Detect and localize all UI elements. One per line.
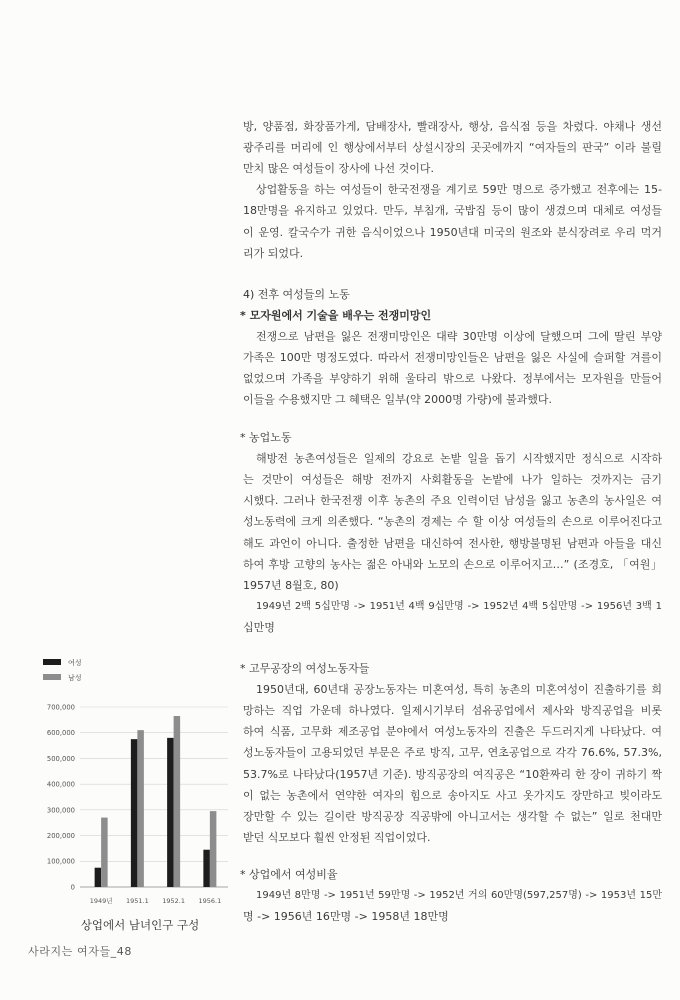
subsection-heading: * 고무공장의 여성노동자들 (240, 661, 370, 675)
text-line: 이 없는 농촌에서 연약한 여자의 힘으로 송아지도 사고 옷가지도 장만하고 빚이라도 (243, 788, 662, 802)
text-line: 망하는 직업 가운데 하나였다. 일제시기부터 섬유공업에서 제사와 방직공업을 비롯 (243, 703, 662, 717)
y-tick-label: 300,000 (46, 806, 75, 815)
text-line: 1957년 8월호, 80) (243, 578, 339, 592)
text-line: 전쟁으로 남편을 잃은 전쟁미망인은 대략 30만명 이상에 달했으며 그에 딸린 부양 (256, 329, 662, 343)
paragraph (243, 448, 662, 596)
legend-swatch-female (43, 659, 61, 665)
y-tick-label: 700,000 (46, 703, 75, 712)
paragraph (243, 679, 662, 849)
text-line: 하여 후방 고향의 농사는 젊은 아내와 노모의 손으로 이루어지고…” (조경호, 「여원」 (243, 557, 662, 571)
text-line: 광주리를 머리에 인 행상에서부터 상설시장의 곳곳에까지 “여자들의 판국” 이라 불릴 (243, 140, 662, 154)
y-tick-label: 100,000 (46, 857, 75, 866)
text-line: 장만할 수 있는 길이란 방직공장 직공밖에 아니고서는 생각할 수 없는” 일로 천대만 (243, 809, 662, 823)
bar-female (131, 739, 138, 887)
text-line: 만치 많은 여성들이 장사에 나선 것이다. (243, 161, 434, 175)
subsection-heading: * 상업에서 여성비율 (240, 867, 338, 881)
text-line: 명 -> 1956년 16만명 -> 1958년 18만명 (243, 909, 449, 923)
legend-label: 여성 (68, 659, 82, 667)
intro-text (243, 116, 662, 264)
paragraph-commerce (243, 179, 662, 264)
text-line: 성노동자들이 고용되었던 부문은 주로 방직, 고무, 연초공업으로 각각 76.6%, 57.3%, (243, 746, 662, 760)
text-line: 해도 과언이 아니다. 출정한 남편을 대신하여 전사한, 행방불명된 남편과 아들을 대신 (243, 536, 662, 550)
text-line: 18만명을 유지하고 있었다. 만두, 부침개, 국밥집 등이 많이 생겼으며 대체로 여성들 (243, 204, 662, 218)
text-line: 하여 식품, 고무화 제조공업 분야에서 여성노동자의 진출은 두드러지게 나타났다. 여 (243, 725, 662, 739)
bar-male (137, 730, 144, 887)
paragraph (243, 326, 662, 411)
subsection-war-widows (240, 305, 662, 411)
bar-female (167, 738, 174, 887)
text-line: 상업활동을 하는 여성들이 한국전쟁을 계기로 59만 명으로 증가했고 전후에는 15- (256, 183, 662, 197)
x-tick-label: 1952.1 (162, 897, 185, 905)
chart-svg (28, 650, 228, 940)
y-tick-label: 500,000 (46, 754, 75, 763)
x-tick-label: 1949년 (89, 897, 113, 905)
text-line: 방, 양품점, 화장품가게, 담배장사, 빨래장사, 행상, 음식점 등을 차렸다. 야채나 생선 (243, 119, 662, 133)
text-line: 1949년 2백 5십만명 -> 1951년 4백 9십만명 -> 1952년 4백 5십만명 -> 1956년 3백 1 (256, 601, 662, 613)
subsection-commerce-ratio (240, 864, 662, 928)
paragraph-statistics (243, 596, 662, 638)
bar-male (174, 716, 181, 887)
subsection-heading: * 모자원에서 기술을 배우는 전쟁미망인 (240, 308, 432, 322)
legend-swatch-male (43, 674, 61, 680)
x-tick-label: 1956.1 (198, 897, 222, 905)
section-heading: 4) 전후 여성들의 노동 (243, 287, 350, 301)
text-line: 없었으며 가족을 부양하기 위해 울타리 밖으로 나왔다. 정부에서는 모자원을 만들어 (243, 372, 662, 386)
section-4 (243, 284, 662, 305)
text-line: 는 것만이 여성들은 해방 전까지 사회활동을 논밭에 나가 일하는 것까지는 금기 (243, 472, 662, 486)
bar-female (95, 868, 102, 887)
text-line: 이 운영. 칼국수가 귀한 음식이었으나 1950년대 미국의 원조와 분식장려로 우리 먹거 (243, 225, 662, 239)
y-tick-label: 200,000 (46, 831, 75, 840)
chart-title: 상업에서 남녀인구 구성 (80, 918, 200, 932)
text-line: 성노동력에 크게 의존했다. “농촌의 경제는 수 할 이상 여성들의 손으로 이루어진다고 (243, 515, 662, 529)
text-line: 1949년 8만명 -> 1951년 59만명 -> 1952년 거의 60만명(597,257명) -> 1953년 15만 (256, 889, 662, 901)
bar-female (203, 850, 210, 887)
text-line: 가족은 100만 명정도였다. 따라서 전쟁미망인들은 남편을 잃은 사실에 슬퍼할 겨를이 (243, 350, 662, 364)
text-line: 1950년대, 60년대 공장노동자는 미혼여성, 특히 농촌의 미혼여성이 진출하기를 희 (256, 682, 662, 696)
bar-male (101, 818, 108, 887)
text-line: 십만명 (243, 621, 275, 635)
subsection-rubber-factory (240, 658, 662, 849)
page-footer: 사라지는 여자들_48 (28, 945, 132, 958)
paragraph-continued (243, 116, 662, 180)
text-line: 시했다. 그러나 한국전쟁 이후 농촌의 주요 인력이던 남성을 잃고 농촌의 농사일은 여 (243, 494, 662, 508)
text-line: 53.7%로 나타났다(1957년 기준). 방직공장의 여직공은 “10환짜리 한 장이 귀하기 짝 (243, 767, 662, 781)
text-line: 이들을 수용했지만 그 혜택은 일부(약 2000명 가량)에 불과했다. (243, 393, 552, 407)
text-line: 받던 식모보다 훨씬 안정된 직업이었다. (243, 831, 431, 845)
subsection-farm-labor (240, 427, 662, 639)
legend-label: 남성 (68, 674, 82, 682)
commerce-gender-chart (28, 650, 228, 940)
y-tick-label: 600,000 (46, 729, 75, 738)
text-line: 해방전 농촌여성들은 일제의 강요로 논밭 일을 돕기 시작했지만 정식으로 시작하 (256, 451, 662, 465)
y-tick-label: 400,000 (46, 780, 75, 789)
x-tick-label: 1951.1 (126, 897, 149, 905)
subsection-heading: * 농업노동 (240, 430, 292, 444)
paragraph-statistics (243, 885, 662, 927)
text-line: 리가 되었다. (243, 246, 304, 260)
bar-male (210, 811, 217, 887)
y-tick-label: 0 (70, 883, 75, 892)
